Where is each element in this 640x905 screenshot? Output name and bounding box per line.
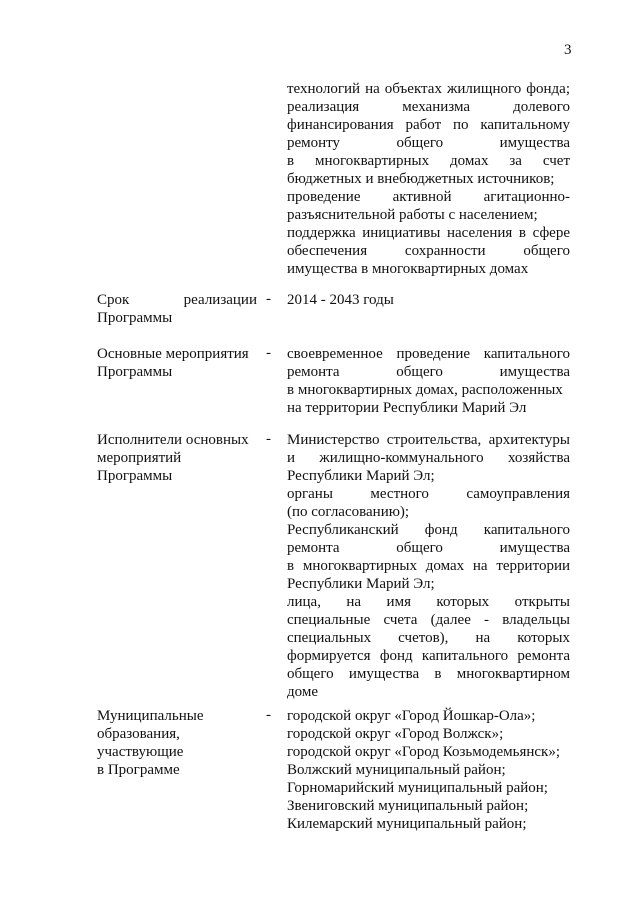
section-value <box>287 291 570 309</box>
continuation-line: обеспечения сохранности общего <box>287 243 570 259</box>
value-line: Волжский муниципальный район; <box>287 762 506 778</box>
separator-dash: - <box>266 707 271 723</box>
label-line: мероприятий <box>97 450 182 466</box>
value-line: доме <box>287 684 318 700</box>
section-label <box>97 345 257 381</box>
value-line: органы местного самоуправления <box>287 486 570 502</box>
separator-dash: - <box>266 345 271 361</box>
value-line: в многоквартирных домах на территории <box>287 558 570 574</box>
value-line: Звениговский муниципальный район; <box>287 798 529 814</box>
continuation-line: ремонту общего имущества <box>287 135 570 151</box>
separator-dash: - <box>266 431 271 447</box>
value-line: ремонта общего имущества <box>287 364 570 380</box>
continuation-line: технологий на объектах жилищного фонда; <box>287 81 570 97</box>
value-line: Республики Марий Эл; <box>287 576 435 592</box>
section-label <box>97 707 257 779</box>
label-line: Муниципальные <box>97 708 204 724</box>
value-line: Горномарийский муниципальный район; <box>287 780 548 796</box>
value-line: 2014 - 2043 годы <box>287 292 394 308</box>
value-line: и жилищно-коммунального хозяйства <box>287 450 570 466</box>
value-line: специальные счета (далее - владельцы <box>287 612 570 628</box>
value-line: городской округ «Город Козьмодемьянск»; <box>287 744 560 760</box>
continuation-block <box>287 80 570 278</box>
section-label <box>97 431 257 485</box>
value-line: городской округ «Город Волжск»; <box>287 726 504 742</box>
value-line: городской округ «Город Йошкар-Ола»; <box>287 708 536 724</box>
value-line: Министерство строительства, архитектуры <box>287 432 570 448</box>
label-line: Основные мероприятия <box>97 346 249 362</box>
value-line: своевременное проведение капитального <box>287 346 570 362</box>
value-line: ремонта общего имущества <box>287 540 570 556</box>
value-line: Республики Марий Эл; <box>287 468 435 484</box>
section-label <box>97 291 257 327</box>
label-line: в Программе <box>97 762 180 778</box>
separator-dash: - <box>266 291 271 307</box>
label-line: участвующие <box>97 744 184 760</box>
continuation-line: в многоквартирных домах за счет <box>287 153 570 169</box>
continuation-line: бюджетных и внебюджетных источников; <box>287 171 555 187</box>
value-line: лица, на имя которых открыты <box>287 594 570 610</box>
value-line: на территории Республики Марий Эл <box>287 400 527 416</box>
value-line: формируется фонд капитального ремонта <box>287 648 570 664</box>
continuation-line: проведение активной агитационно- <box>287 189 570 205</box>
section-value <box>287 707 570 833</box>
continuation-line: реализация механизма долевого <box>287 99 570 115</box>
section-value <box>287 345 570 417</box>
label-line: Программы <box>97 364 173 380</box>
continuation-line: имущества в многоквартирных домах <box>287 261 529 277</box>
label-line: Программы <box>97 468 173 484</box>
value-line: в многоквартирных домах, расположенных <box>287 382 563 398</box>
label-line: Программы <box>97 310 173 326</box>
value-line: общего имущества в многоквартирном <box>287 666 570 682</box>
value-line: (по согласованию); <box>287 504 410 520</box>
page-number: 3 <box>564 42 572 58</box>
value-line: Килемарский муниципальный район; <box>287 816 527 832</box>
continuation-line: финансирования работ по капитальному <box>287 117 570 133</box>
label-line: образования, <box>97 726 180 742</box>
label-line: Срок реализации <box>97 292 257 308</box>
continuation-line: разъяснительной работы с населением; <box>287 207 538 223</box>
continuation-line: поддержка инициативы населения в сфере <box>287 225 570 241</box>
label-line: Исполнители основных <box>97 432 249 448</box>
value-line: Республиканский фонд капитального <box>287 522 570 538</box>
value-line: специальных счетов), на которых <box>287 630 570 646</box>
section-value <box>287 431 570 701</box>
